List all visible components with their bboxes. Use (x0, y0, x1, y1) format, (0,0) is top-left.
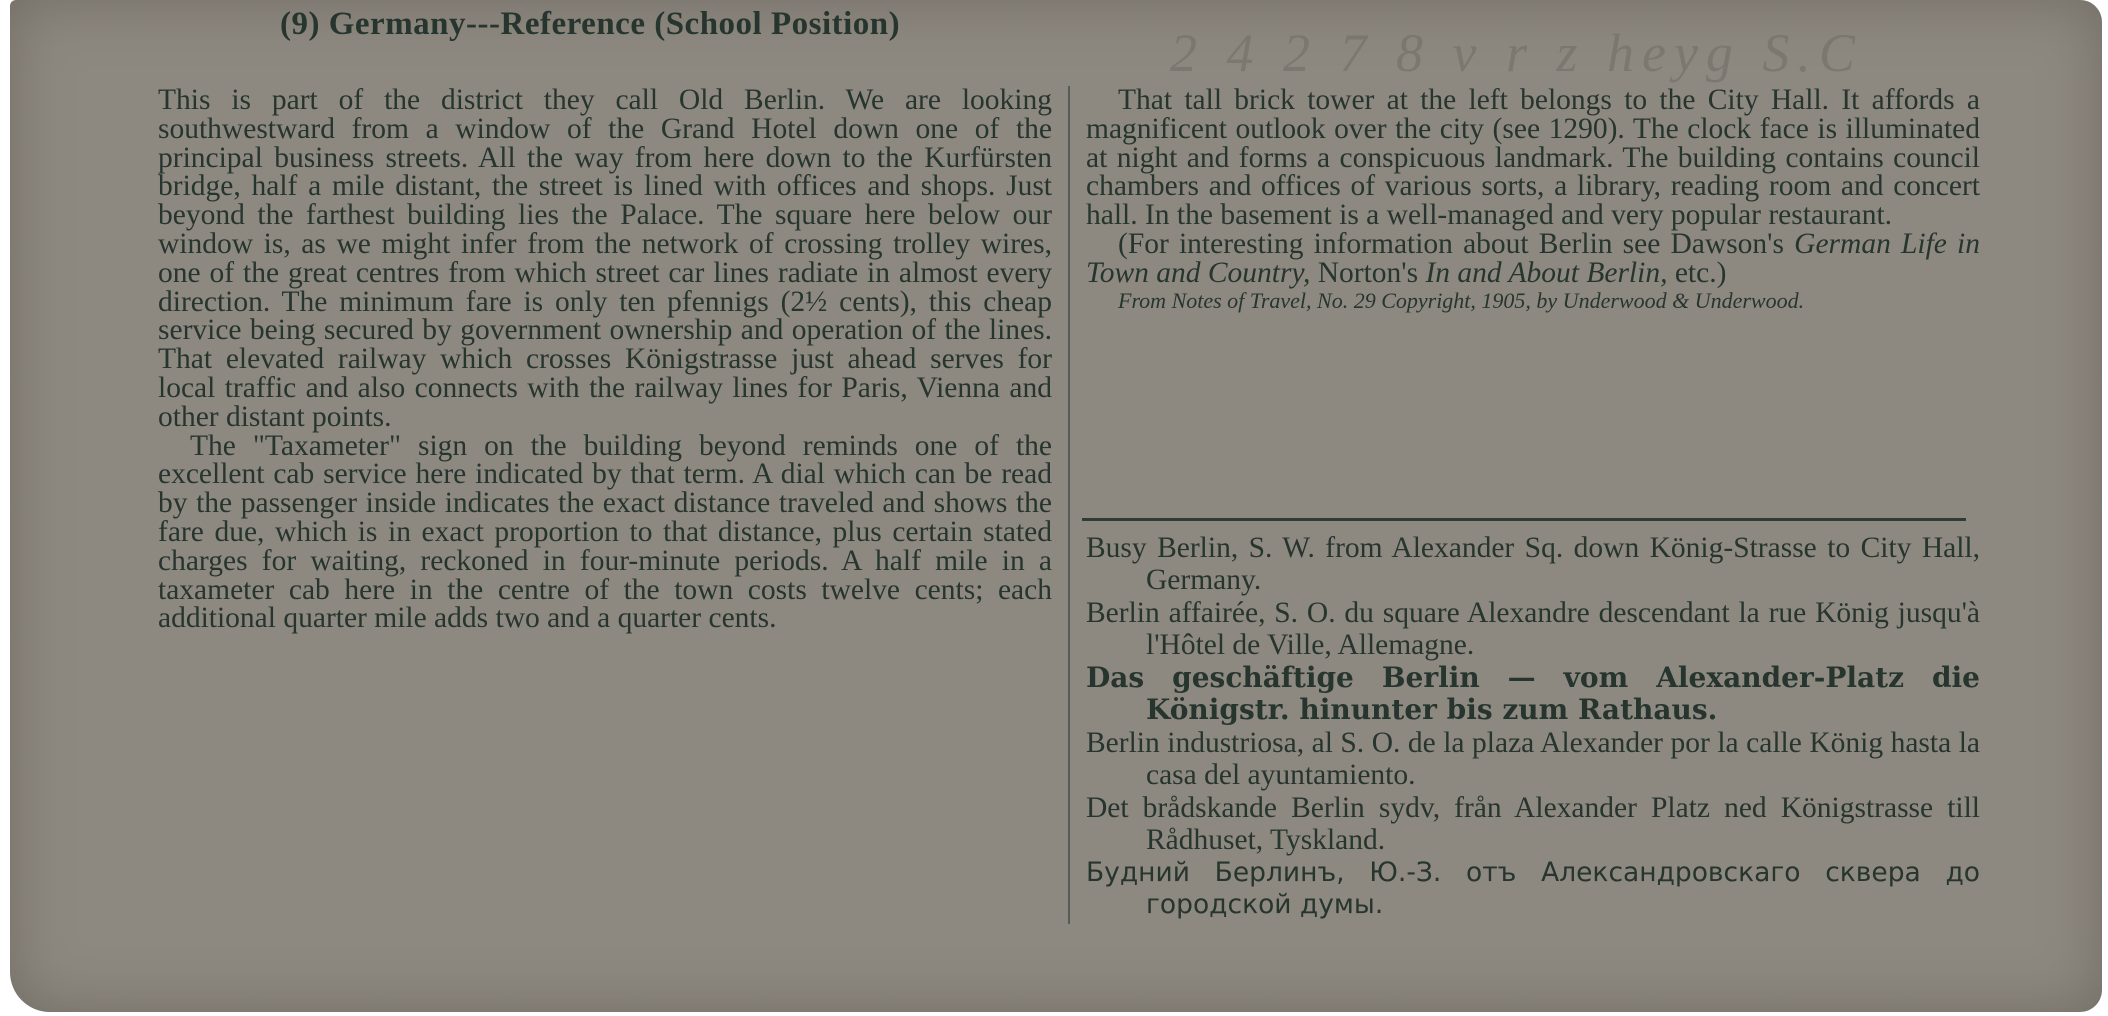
caption-german: Das geschäftige Berlin — vom Alexander-Platz die Königstr. hinunter bis zum Rathaus. (1086, 661, 1980, 726)
right-paragraph-1: That tall brick tower at the left belongs to the City Hall. It affords a magnificent outlook over the city (see 1290). The clock face is illuminated at night and forms a conspicuous landmark. The building contains council chambers and offices of various sorts, a library, reading room and concert hall. In the basement is a well-managed and very popular restaurant. (1086, 84, 1980, 232)
left-paragraph-2: The "Taxameter" sign on the building beyond reminds one of the excellent cab service here indicated by that term. A dial which can be read by the passenger inside indicates the exact distance traveled and shows the fare due, which is in exact proportion to that distance, plus certain stated charges for waiting, reckoned in four-minute periods. A half mile in a taxameter cab here in the centre of the town costs twelve cents; each additional quarter mile adds two and a quarter cents. (158, 429, 1052, 635)
card-heading: (9) Germany---Reference (School Position) (280, 6, 901, 42)
reference-middle: Norton's (1310, 256, 1426, 289)
caption-rule (1082, 518, 1966, 521)
pencil-inscription: 2 4 2 7 8 v r z heyg S.C (1170, 23, 1863, 83)
reference-tail: etc.) (1667, 256, 1727, 289)
reference-lead: (For interesting information about Berlin see Dawson's (1118, 227, 1795, 260)
reference-title-1: German Life in Town and Country, (1086, 227, 1980, 289)
caption-swedish: Det brådskande Berlin sydv, från Alexander Platz ned Königstrasse till Rådhuset, Tyskland. (1086, 792, 1980, 856)
caption-russian: Будний Берлинъ, Ю.-З. отъ Александровскаго сквера до городской думы. (1086, 857, 1980, 920)
right-column (1086, 86, 1980, 506)
caption-spanish: Berlin industriosa, al S. O. de la plaza Alexander por la calle König hasta la casa del ayuntamiento. (1086, 727, 1980, 791)
stereocard-back (10, 0, 2102, 1012)
reference-title-2: In and About Berlin, (1425, 256, 1668, 289)
left-paragraph-1: This is part of the district they call Old Berlin. We are looking southwestward from a window of the Grand Hotel down one of the principal business streets. All the way from here down to the Kurfürsten bridge, half a mile distant, the street is lined with offices and shops. Just beyond the farthest building lies the Palace. The square here below our window is, as we might infer from the network of crossing trolley wires, one of the great centres from which street car lines radiate in almost every direction. The minimum fare is only ten pfennigs (2½ cents), this cheap service being secured by government ownership and operation of the lines. That elevated railway which crosses Königstrasse just ahead serves for local traffic and also connects with the railway lines for Paris, Vienna and other distant points. (158, 84, 1052, 433)
multilingual-captions (1086, 532, 1980, 932)
copyright-credit: From Notes of Travel, No. 29 Copyright, 1905, by Underwood & Underwood. (1118, 287, 1805, 313)
column-divider (1068, 86, 1070, 924)
caption-english: Busy Berlin, S. W. from Alexander Sq. down König-Strasse to City Hall, Germany. (1086, 532, 1980, 596)
caption-french: Berlin affairée, S. O. du square Alexandre descendant la rue König jusqu'à l'Hôtel de Ville, Allemagne. (1086, 597, 1980, 661)
left-column (158, 86, 1052, 916)
right-paragraph-2 (1086, 227, 1980, 289)
